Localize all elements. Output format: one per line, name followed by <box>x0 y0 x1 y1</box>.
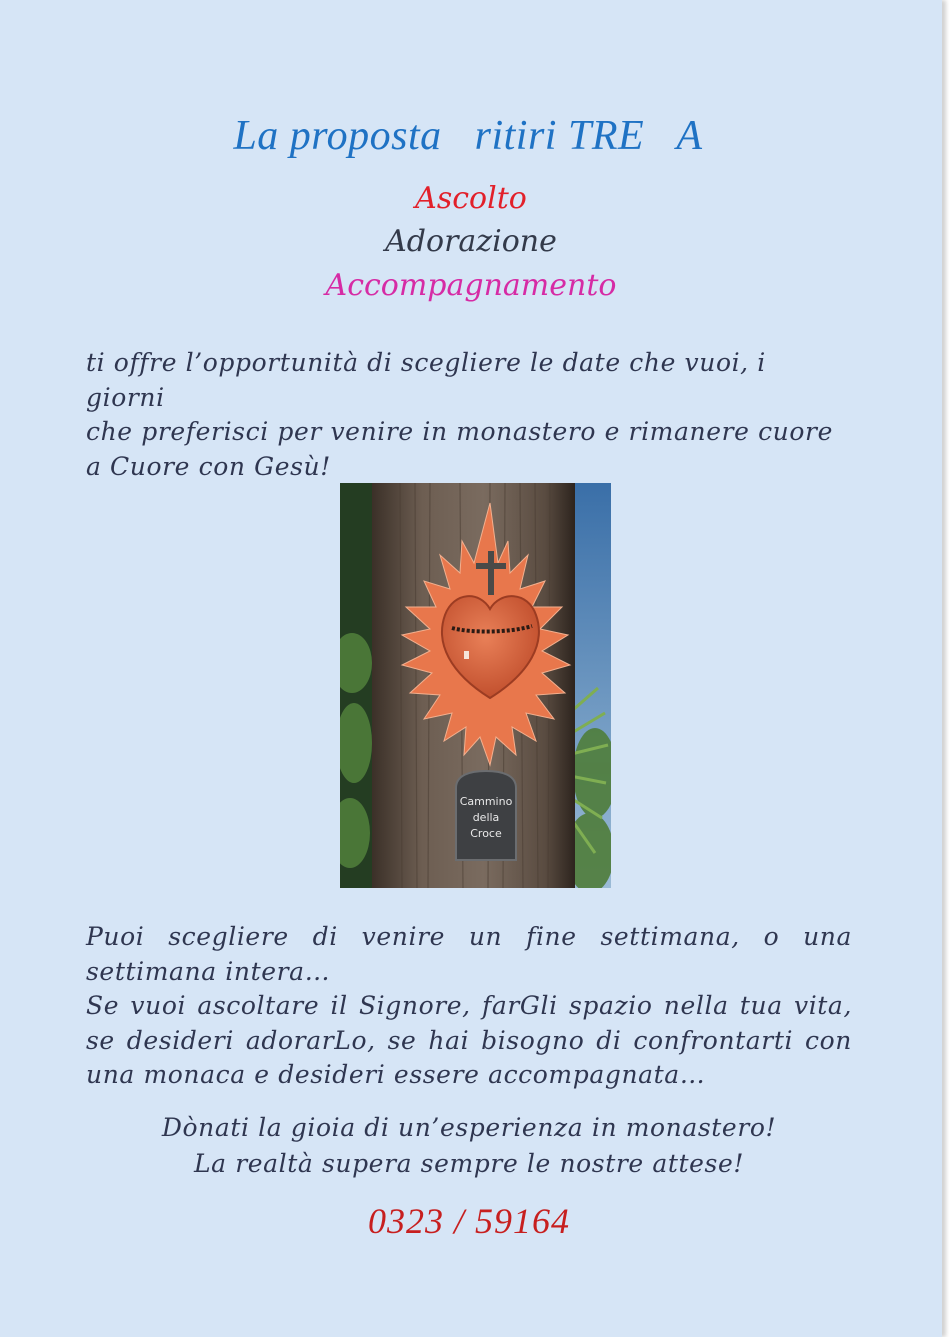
closing-lines <box>0 1110 938 1182</box>
subtitle-adorazione: Adorazione <box>385 224 557 259</box>
sign-text-line2: della <box>472 811 500 824</box>
sacred-heart-photo <box>340 483 611 888</box>
body-line: Se vuoi ascoltare il Signore, farGli spazio nella tua vita, <box>86 991 852 1020</box>
sign-text-line1: Cammino <box>459 795 513 808</box>
phone-number: 0323 / 59164 <box>367 1201 570 1241</box>
body-line: settimana intera… <box>86 956 331 986</box>
subtitle-accompagnamento: Accompagnamento <box>325 268 617 303</box>
intro-line: a Cuore con Gesù! <box>86 451 331 481</box>
intro-line: che preferisci per venire in monastero e rimanere cuore <box>86 417 833 446</box>
sign-text-line3: Croce <box>470 827 502 840</box>
body-line: se desideri adorarLo, se hai bisogno di confrontarti con <box>86 1025 852 1055</box>
subtitle-ascolto: Ascolto <box>415 181 527 216</box>
body-paragraph <box>86 920 852 1093</box>
closing-line: Dònati la gioia di un’esperienza in monastero! <box>161 1113 777 1142</box>
intro-paragraph <box>86 346 852 484</box>
closing-line: La realtà supera sempre le nostre attese! <box>193 1149 745 1178</box>
body-line: una monaca e desideri essere accompagnata… <box>86 1060 706 1089</box>
intro-line: ti offre l’opportunità di scegliere le date che vuoi, i giorni <box>86 348 766 412</box>
flyer-title: La proposta ritiri TRE A <box>233 113 703 159</box>
body-line: Puoi scegliere di venire un fine settimana, o una <box>86 922 852 951</box>
